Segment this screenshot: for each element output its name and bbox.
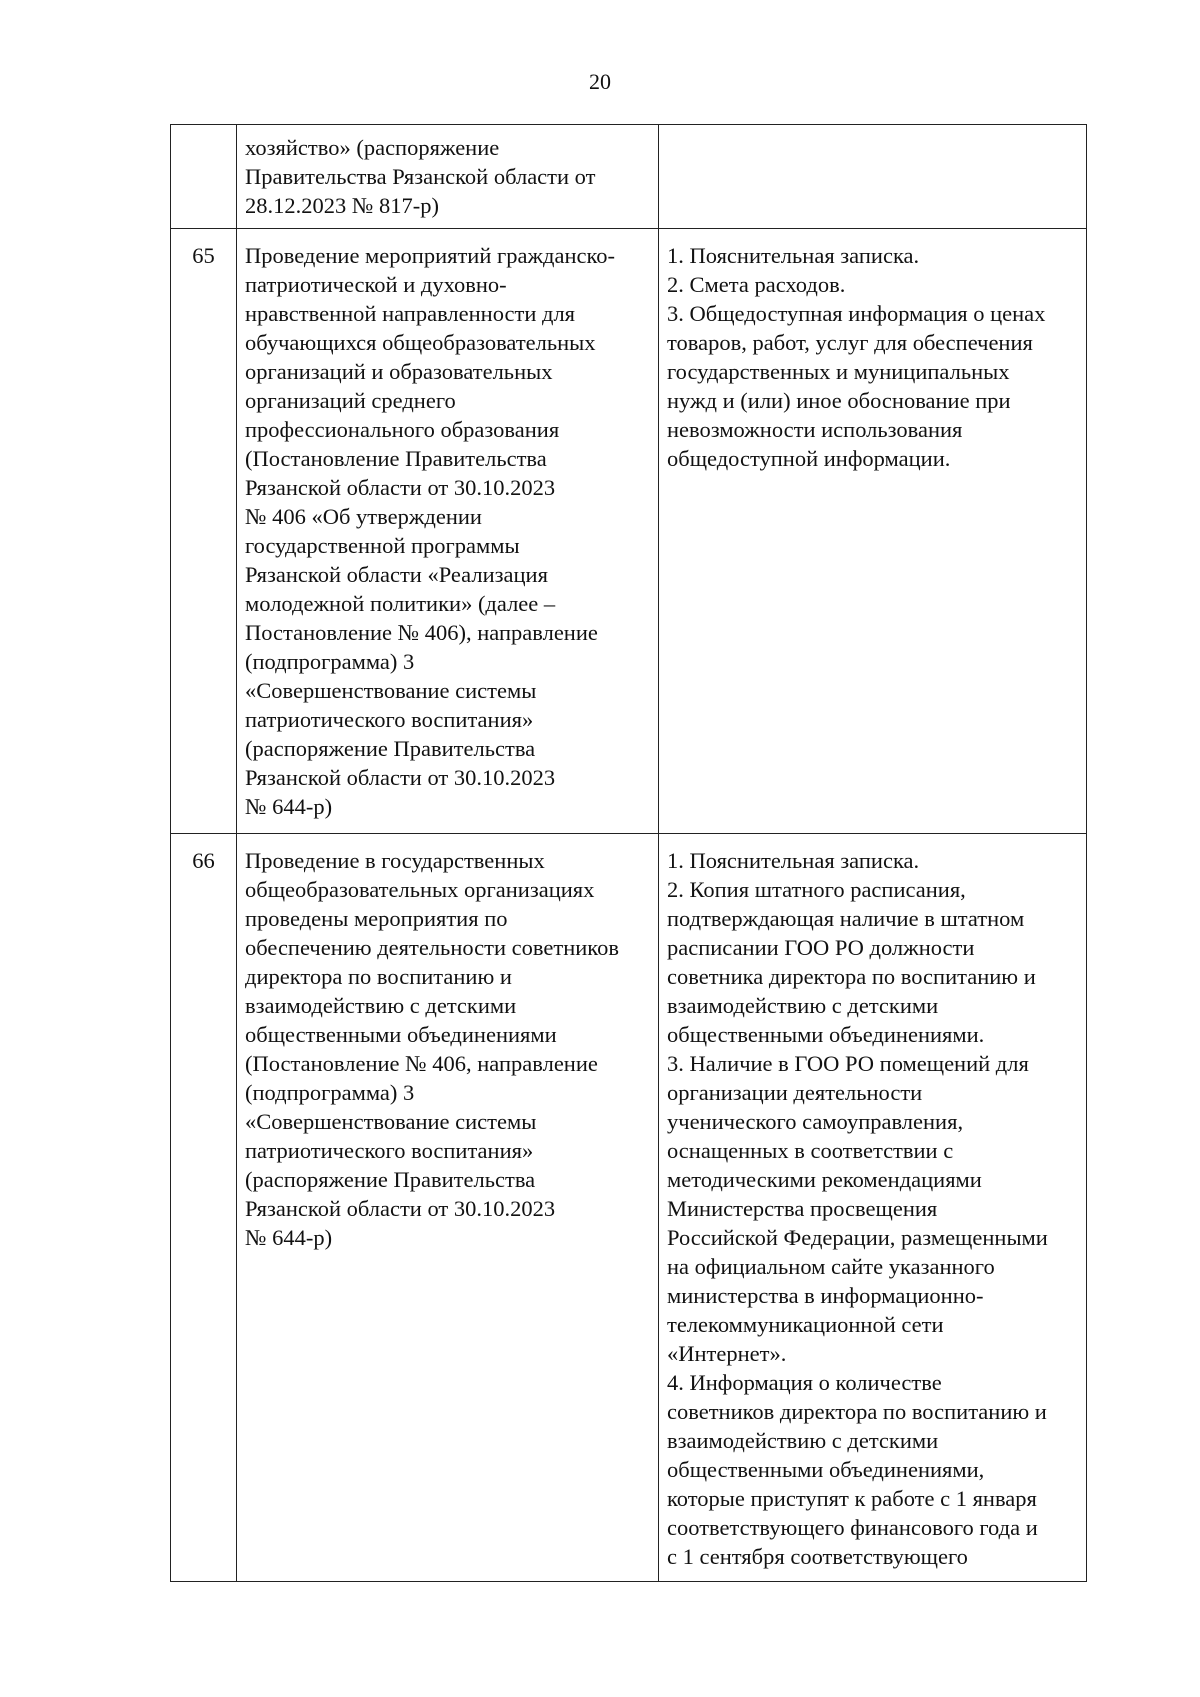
table-row: [171, 834, 1087, 1582]
text-line: «Интернет».: [667, 1341, 787, 1366]
text-line: 3. Наличие в ГОО РО помещений для: [667, 1051, 1029, 1076]
required-documents-cell: [659, 125, 1087, 229]
text-line: № 644-р): [245, 794, 333, 819]
event-description-cell: [237, 834, 659, 1582]
text-line: телекоммуникационной сети: [667, 1312, 944, 1337]
text-line: нужд и (или) иное обоснование при: [667, 388, 1011, 413]
text-line: товаров, работ, услуг для обеспечения: [667, 330, 1033, 355]
text-line: 1. Пояснительная записка.: [667, 848, 920, 873]
text-line: 2. Смета расходов.: [667, 272, 846, 297]
text-line: № 644-р): [245, 1225, 333, 1250]
text-line: 4. Информация о количестве: [667, 1370, 942, 1395]
text-line: общеобразовательных организациях: [245, 877, 595, 902]
text-line: организаций среднего: [245, 388, 456, 413]
event-description-cell: [237, 125, 659, 229]
text-line: Рязанской области от 30.10.2023: [245, 475, 556, 500]
text-line: методическими рекомендациями: [667, 1167, 982, 1192]
text-line: государственной программы: [245, 533, 520, 558]
text-line: Постановление № 406), направление: [245, 620, 598, 645]
text-line: (Постановление Правительства: [245, 446, 547, 471]
row-number-cell: [171, 125, 237, 229]
event-description-cell: [237, 229, 659, 834]
row-number-cell: 66: [171, 834, 237, 1582]
text-line: взаимодействию с детскими: [667, 993, 939, 1018]
text-line: обучающихся общеобразовательных: [245, 330, 596, 355]
text-line: (подпрограмма) 3: [245, 649, 415, 674]
text-line: общественными объединениями,: [667, 1457, 985, 1482]
required-documents-cell: [659, 229, 1087, 834]
text-line: Рязанской области от 30.10.2023: [245, 765, 556, 790]
text-line: ученического самоуправления,: [667, 1109, 964, 1134]
text-line: соответствующего финансового года и: [667, 1515, 1038, 1540]
text-line: Проведение в государственных: [245, 848, 545, 873]
text-line: 2. Копия штатного расписания,: [667, 877, 966, 902]
text-line: на официальном сайте указанного: [667, 1254, 995, 1279]
text-line: (распоряжение Правительства: [245, 736, 536, 761]
table-row: [171, 125, 1087, 229]
text-line: взаимодействию с детскими: [245, 993, 517, 1018]
text-line: расписании ГОО РО должности: [667, 935, 975, 960]
text-line: № 406 «Об утверждении: [245, 504, 482, 529]
text-line: 1. Пояснительная записка.: [667, 243, 920, 268]
text-line: с 1 сентября соответствующего: [667, 1544, 968, 1569]
text-line: хозяйство» (распоряжение: [245, 135, 500, 160]
table-row: [171, 229, 1087, 834]
text-line: проведены мероприятия по: [245, 906, 508, 931]
text-line: министерства в информационно-: [667, 1283, 984, 1308]
text-line: нравственной направленности для: [245, 301, 576, 326]
text-line: (подпрограмма) 3: [245, 1080, 415, 1105]
text-line: (распоряжение Правительства: [245, 1167, 536, 1192]
text-line: 28.12.2023 № 817-р): [245, 193, 439, 218]
text-line: Российской Федерации, размещенными: [667, 1225, 1048, 1250]
text-line: организаций и образовательных: [245, 359, 553, 384]
text-line: Рязанской области от 30.10.2023: [245, 1196, 556, 1221]
text-line: Министерства просвещения: [667, 1196, 938, 1221]
text-line: советников директора по воспитанию и: [667, 1399, 1047, 1424]
text-line: общественными объединениями: [245, 1022, 557, 1047]
text-line: патриотического воспитания»: [245, 707, 534, 732]
text-line: «Совершенствование системы: [245, 1109, 537, 1134]
text-line: патриотической и духовно-: [245, 272, 507, 297]
required-documents-cell: [659, 834, 1087, 1582]
text-line: невозможности использования: [667, 417, 963, 442]
text-line: «Совершенствование системы: [245, 678, 537, 703]
text-line: подтверждающая наличие в штатном: [667, 906, 1025, 931]
text-line: директора по воспитанию и: [245, 964, 512, 989]
text-line: которые приступят к работе с 1 января: [667, 1486, 1037, 1511]
text-line: молодежной политики» (далее –: [245, 591, 556, 616]
text-line: оснащенных в соответствии с: [667, 1138, 954, 1163]
text-line: взаимодействию с детскими: [667, 1428, 939, 1453]
text-line: (Постановление № 406, направление: [245, 1051, 598, 1076]
text-line: общественными объединениями.: [667, 1022, 985, 1047]
text-line: организации деятельности: [667, 1080, 923, 1105]
page-number: 20: [589, 69, 611, 94]
text-line: 3. Общедоступная информация о ценах: [667, 301, 1046, 326]
text-line: советника директора по воспитанию и: [667, 964, 1036, 989]
text-line: государственных и муниципальных: [667, 359, 1010, 384]
text-line: Проведение мероприятий гражданско-: [245, 243, 616, 268]
text-line: Правительства Рязанской области от: [245, 164, 596, 189]
text-line: профессионального образования: [245, 417, 560, 442]
text-line: общедоступной информации.: [667, 446, 951, 471]
row-number-cell: 65: [171, 229, 237, 834]
text-line: обеспечению деятельности советников: [245, 935, 619, 960]
document-table: [170, 124, 1087, 1582]
text-line: патриотического воспитания»: [245, 1138, 534, 1163]
text-line: Рязанской области «Реализация: [245, 562, 548, 587]
